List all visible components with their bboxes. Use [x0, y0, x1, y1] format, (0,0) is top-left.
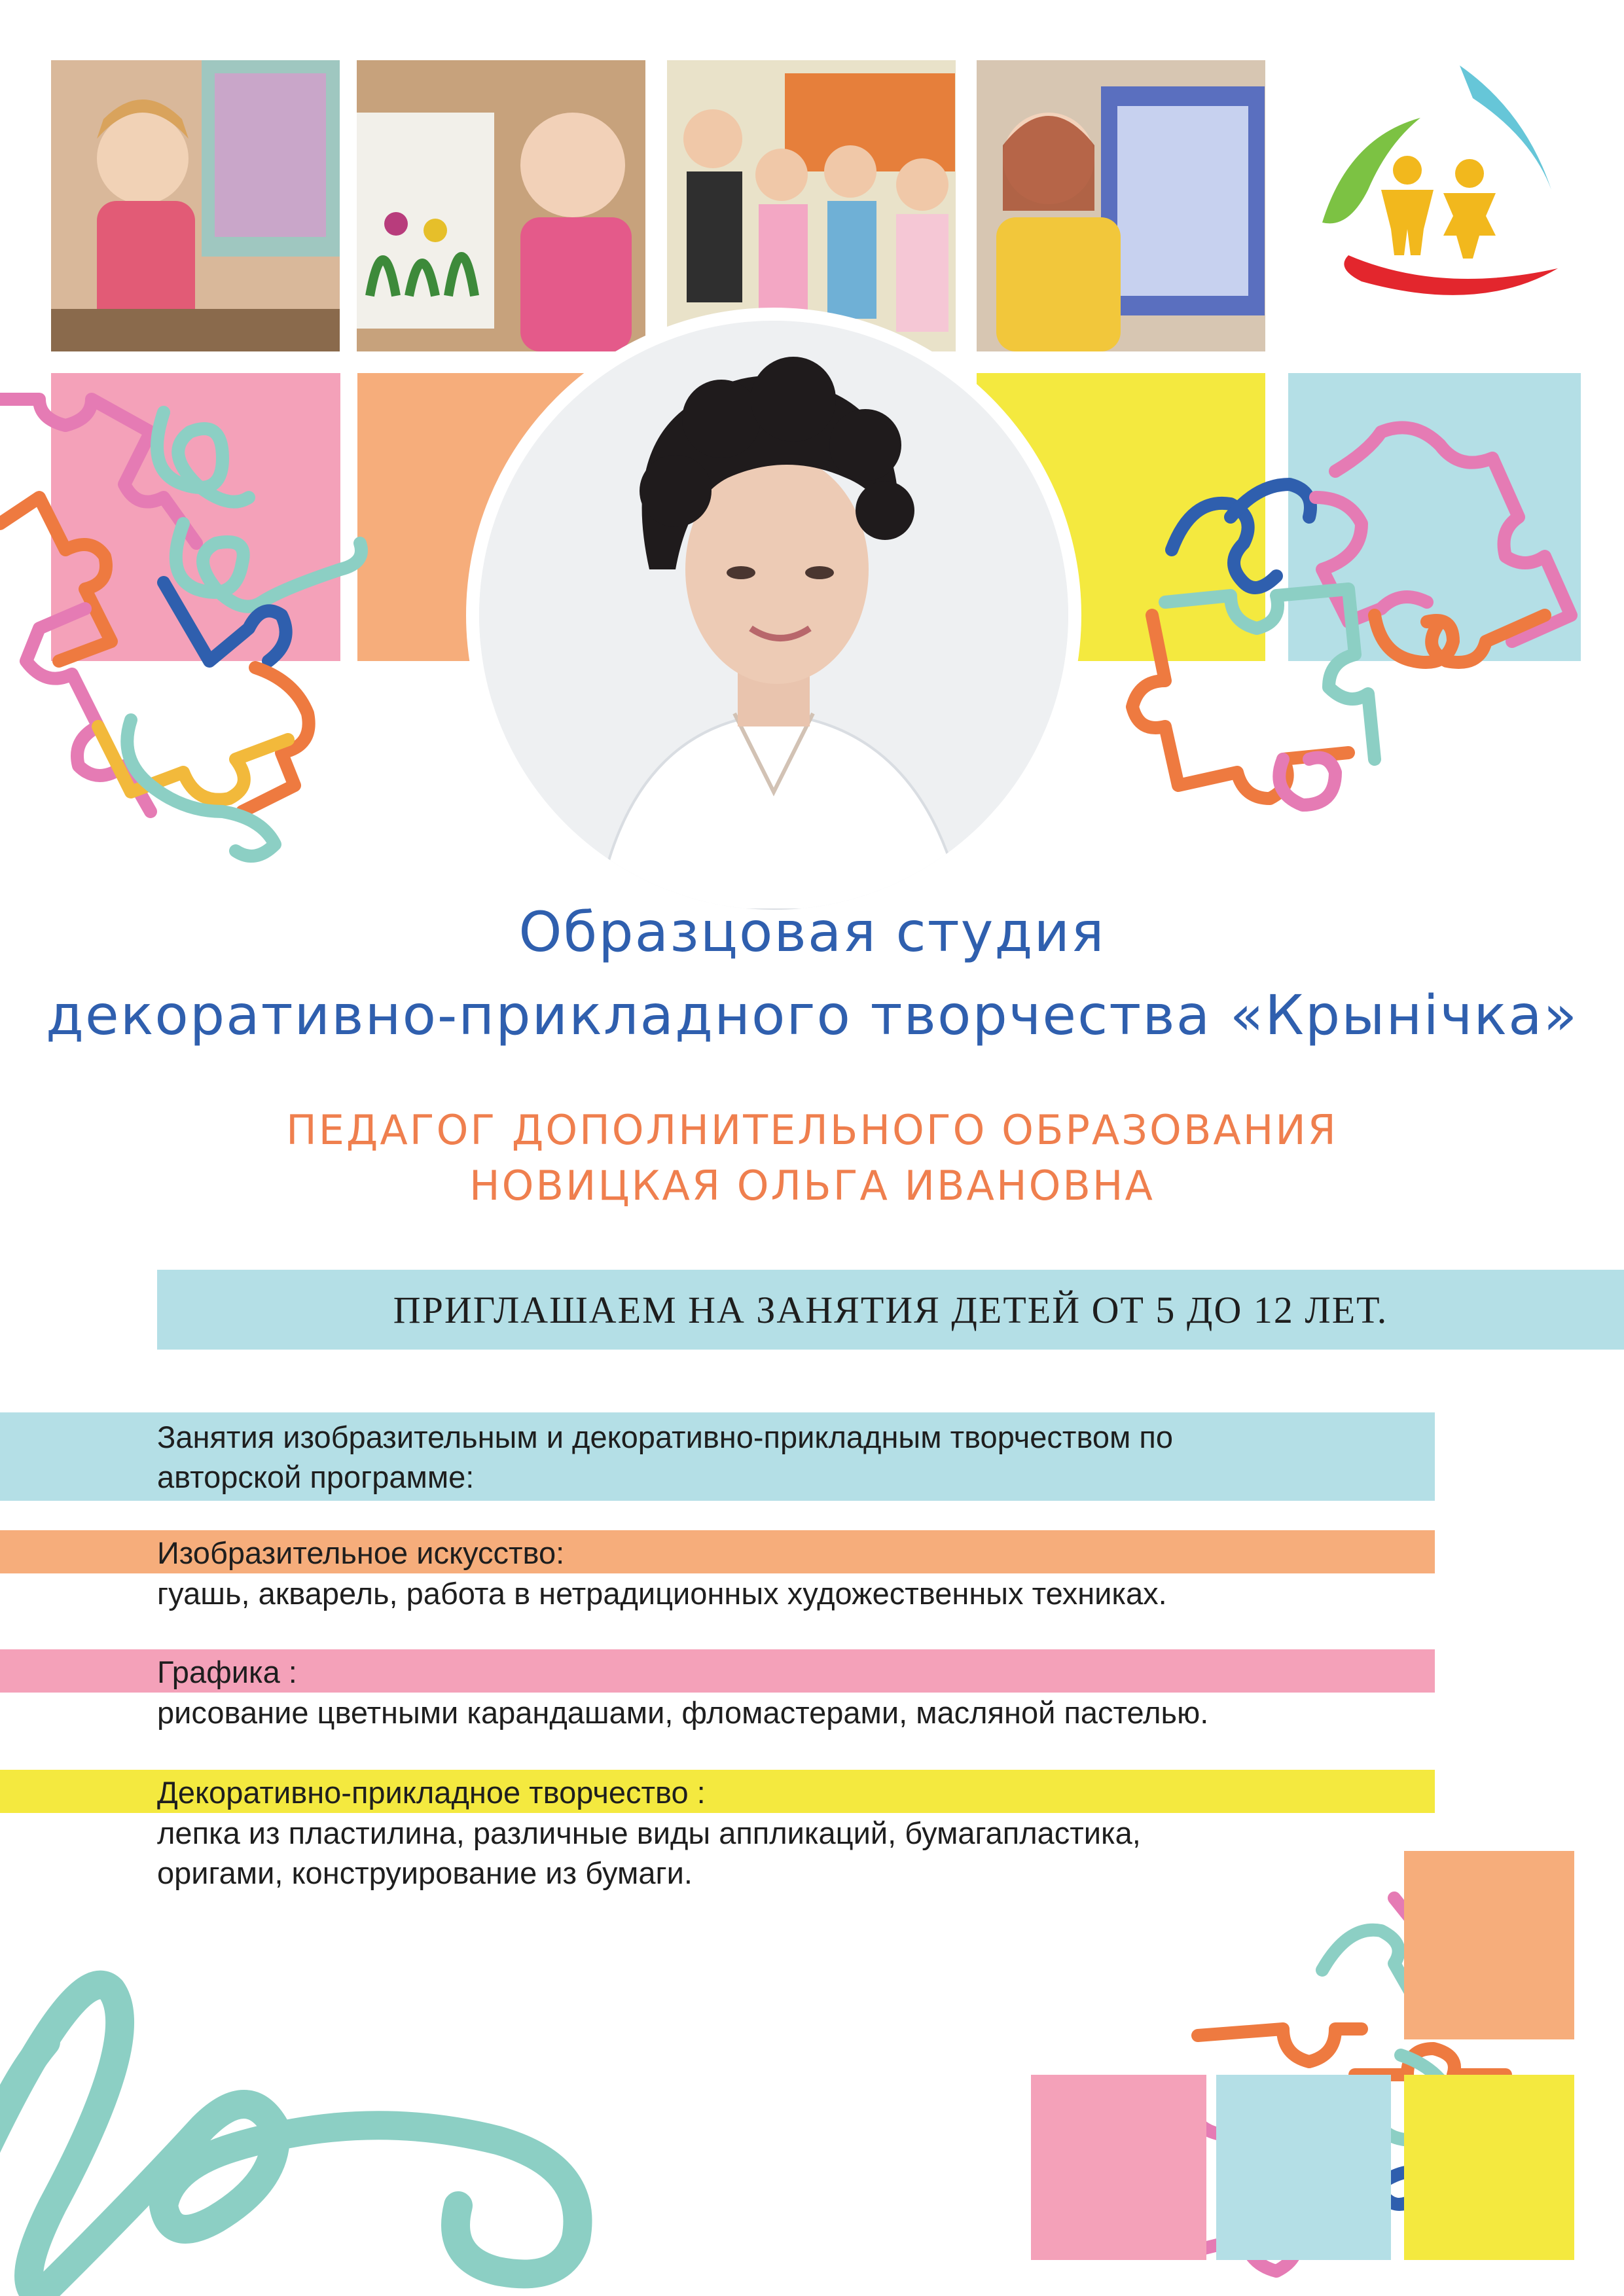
bottom-blue-square	[1216, 2075, 1391, 2260]
fine-art-body: гуашь, акварель, работа в нетрадиционных художественных техниках.	[157, 1576, 1167, 1611]
teacher-position: ПЕДАГОГ ДОПОЛНИТЕЛЬНОГО ОБРАЗОВАНИЯ	[286, 1106, 1338, 1154]
bottom-orange-square	[1404, 1851, 1574, 2039]
pink-square	[51, 373, 340, 661]
children-logo-icon	[1309, 59, 1571, 321]
studio-title-line2: декоративно-прикладного творчества «Крынічка»	[45, 983, 1579, 1047]
photo-group-of-children	[667, 60, 956, 351]
decorative-body-line1: лепка из пластилина, различные виды аппликаций, бумагапластика,	[157, 1816, 1141, 1850]
invitation-banner	[157, 1270, 1624, 1350]
teacher-portrait	[466, 308, 1081, 923]
graphics-heading: Графика :	[157, 1655, 297, 1689]
photo-girl-painting-flowers	[357, 60, 645, 351]
bottom-pink-square	[1031, 2075, 1206, 2260]
light-blue-square	[1288, 373, 1581, 661]
decorative-heading: Декоративно-прикладное творчество :	[157, 1775, 706, 1810]
teal-squiggle-decoration	[0, 1931, 628, 2296]
intro-line1: Занятия изобразительным и декоративно-прикладным творчеством по	[157, 1420, 1173, 1454]
fine-art-heading: Изобразительное искусство:	[157, 1535, 565, 1570]
bottom-yellow-square	[1404, 2075, 1574, 2260]
photo-girl-in-yellow-apron	[977, 60, 1265, 351]
teacher-name: НОВИЦКАЯ ОЛЬГА ИВАНОВНА	[469, 1162, 1155, 1210]
intro-line2: авторской программе:	[157, 1460, 475, 1494]
studio-title-line1: Образцовая студия	[518, 900, 1106, 964]
decorative-body-line2: оригами, конструирование из бумаги.	[157, 1856, 693, 1890]
graphics-body: рисование цветными карандашами, фломастерами, масляной пастелью.	[157, 1695, 1209, 1730]
invitation-text: ПРИГЛАШАЕМ НА ЗАНЯТИЯ ДЕТЕЙ ОТ 5 ДО 12 ЛЕТ.	[393, 1289, 1388, 1331]
photo-girl-at-easel	[51, 60, 340, 351]
